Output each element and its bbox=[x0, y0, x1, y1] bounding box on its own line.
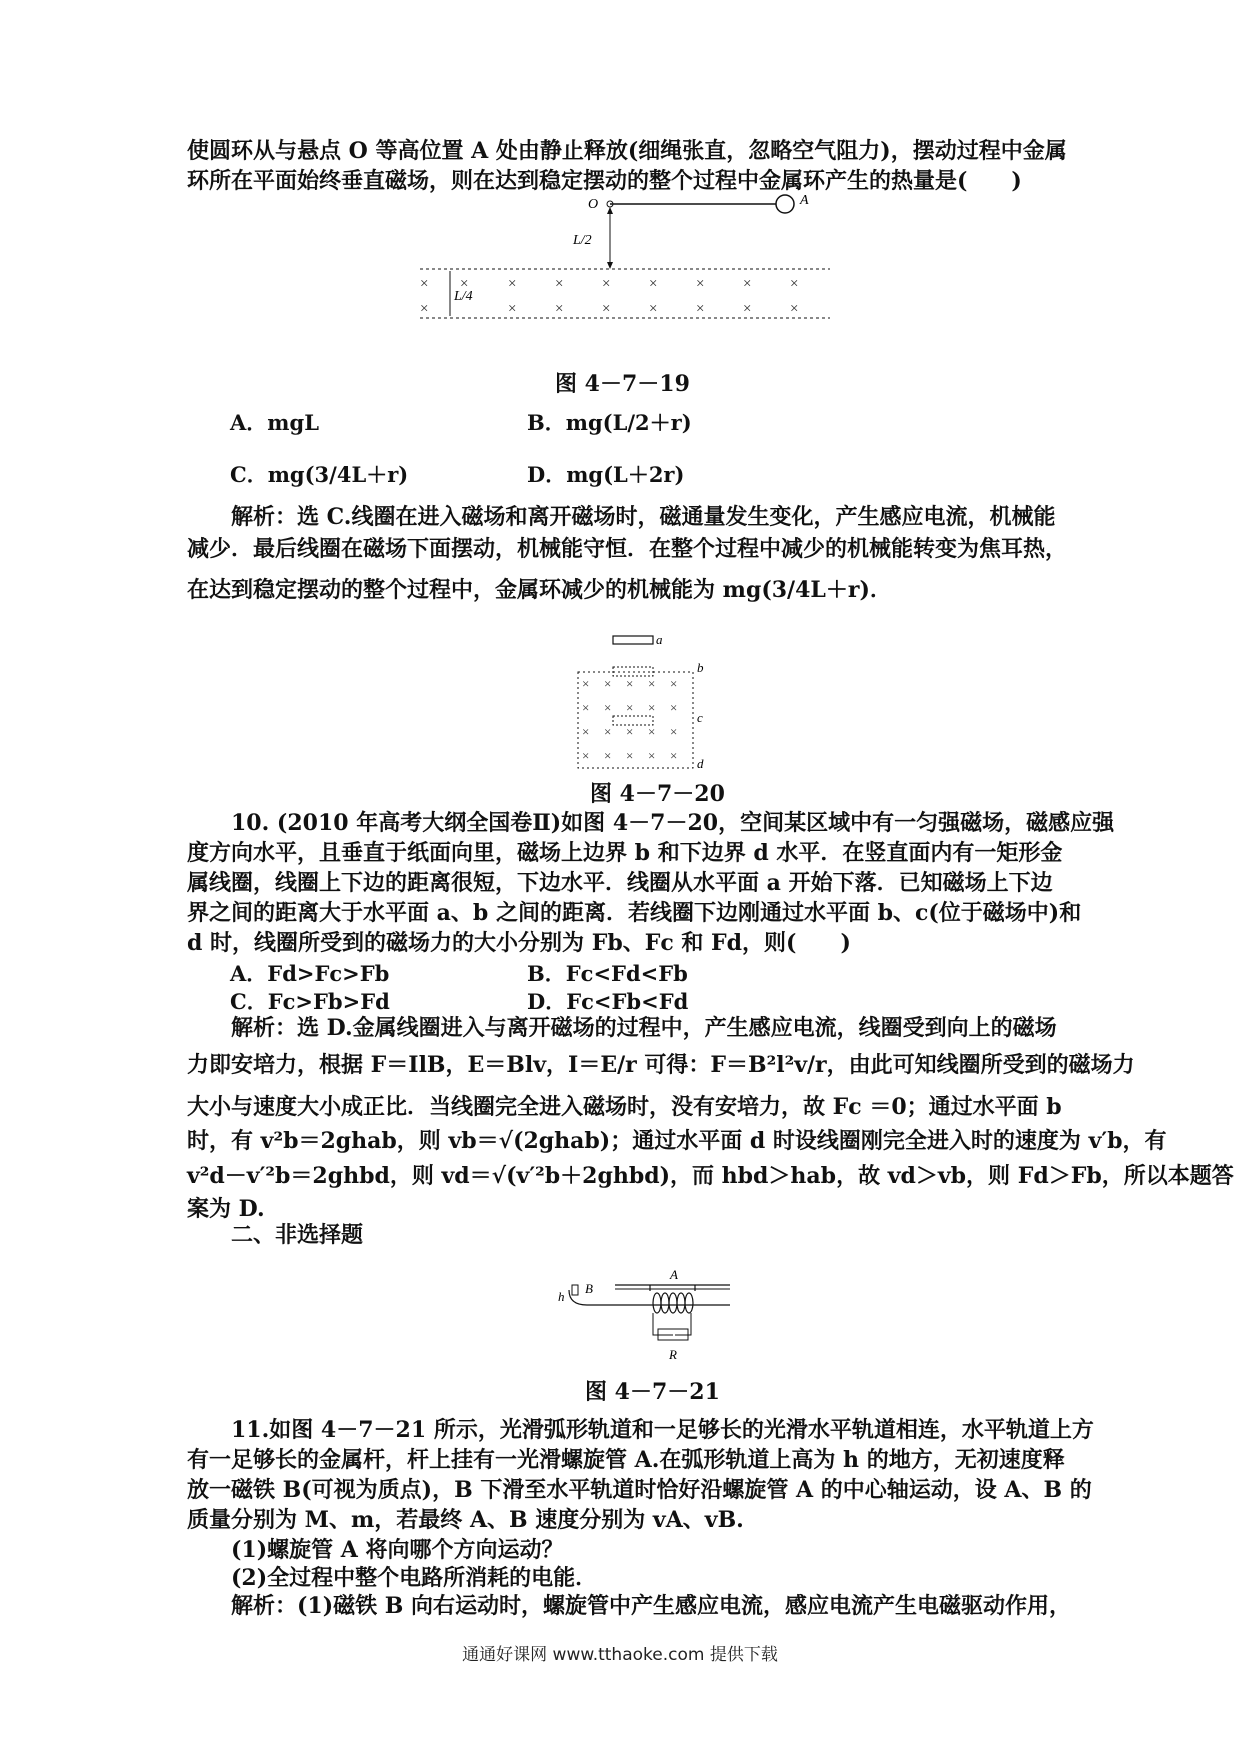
q10-solution-line-1: 解析：选 D.金属线圈进入与离开磁场的过程中，产生感应电流，线圈受到向上的磁场 bbox=[231, 1015, 1057, 1041]
section-2-title: 二、非选择题 bbox=[231, 1222, 364, 1248]
svg-text:×: × bbox=[604, 748, 612, 763]
svg-text:×: × bbox=[555, 301, 564, 317]
fig21-caption: 图 4－7－21 bbox=[585, 1379, 720, 1405]
q11-line-1: 11.如图 4－7－21 所示，光滑弧形轨道和一足够长的光滑水平轨道相连，水平轨道上方 bbox=[231, 1417, 1094, 1443]
q10-solution-line-3: 大小与速度大小成正比．当线圈完全进入磁场时，没有安培力，故 Fc ＝0；通过水平面 b bbox=[187, 1094, 1062, 1120]
svg-text:×: × bbox=[508, 301, 517, 317]
q9-solution-line-1: 解析：选 C.线圈在进入磁场和离开磁场时，磁通量发生变化，产生感应电流，机械能 bbox=[231, 504, 1056, 530]
svg-text:×: × bbox=[582, 700, 590, 715]
figure-4-7-20 bbox=[570, 630, 710, 770]
svg-text:×: × bbox=[648, 700, 656, 715]
svg-text:×: × bbox=[670, 700, 678, 715]
q11-line-4: 质量分别为 M、m，若最终 A、B 速度分别为 vA、vB. bbox=[187, 1507, 744, 1533]
q11-sub-1: (1)螺旋管 A 将向哪个方向运动？ bbox=[231, 1537, 564, 1563]
q9-solution-line-2: 减少．最后线圈在磁场下面摆动，机械能守恒．在整个过程中减少的机械能转变为焦耳热， bbox=[187, 536, 1068, 562]
q9-option-c: C．mg(3/4L＋r) bbox=[230, 462, 409, 487]
q9-text-line-2: 环所在平面始终垂直磁场，则在达到稳定摆动的整个过程中金属环产生的热量是( ) bbox=[187, 168, 1022, 194]
field-marks bbox=[582, 676, 677, 763]
svg-text:×: × bbox=[696, 276, 705, 292]
svg-text:×: × bbox=[602, 301, 611, 317]
svg-text:×: × bbox=[648, 748, 656, 763]
ring-a bbox=[776, 195, 794, 213]
label-a: A bbox=[800, 193, 809, 208]
svg-text:×: × bbox=[670, 676, 678, 691]
fig19-caption: 图 4－7－19 bbox=[555, 371, 690, 397]
svg-text:×: × bbox=[743, 301, 752, 317]
label-d: d bbox=[697, 756, 704, 771]
field-marks bbox=[420, 276, 798, 317]
q10-solution-line-2: 力即安培力，根据 F＝IlB，E＝Blv，I＝E/r 可得：F＝B²l²v/r，由此可知线圈所受到的磁场力 bbox=[187, 1052, 1135, 1078]
q10-line-5: d 时，线圈所受到的磁场力的大小分别为 Fb、Fc 和 Fd，则( ) bbox=[187, 930, 851, 956]
q9-text-line-1: 使圆环从与悬点 O 等高位置 A 处由静止释放(细绳张直，忽略空气阻力)，摆动过程中金属 bbox=[187, 138, 1067, 164]
figure-4-7-19 bbox=[420, 193, 840, 356]
svg-text:×: × bbox=[626, 724, 634, 739]
label-b: B bbox=[585, 1281, 593, 1296]
label-c: c bbox=[697, 710, 703, 725]
svg-text:×: × bbox=[790, 301, 799, 317]
svg-text:×: × bbox=[582, 724, 590, 739]
svg-text:×: × bbox=[790, 276, 799, 292]
svg-text:×: × bbox=[555, 276, 564, 292]
q11-solution: 解析：(1)磁铁 B 向右运动时，螺旋管中产生感应电流，感应电流产生电磁驱动作用， bbox=[231, 1593, 1072, 1619]
q10-line-2: 度方向水平，且垂直于纸面向里，磁场上边界 b 和下边界 d 水平．在竖直面内有一矩形金 bbox=[187, 840, 1063, 866]
fig20-caption: 图 4－7－20 bbox=[590, 781, 725, 807]
svg-text:×: × bbox=[508, 276, 517, 292]
q9-option-b: B．mg(L/2＋r) bbox=[527, 410, 692, 435]
svg-text:×: × bbox=[626, 748, 634, 763]
curved-track bbox=[569, 1290, 730, 1305]
q10-option-c: C．Fc>Fb>Fd bbox=[230, 989, 390, 1014]
q10-option-a: A．Fd>Fc>Fb bbox=[230, 961, 390, 986]
q10-solution-line-6: 案为 D. bbox=[187, 1196, 265, 1222]
svg-text:×: × bbox=[626, 676, 634, 691]
svg-text:×: × bbox=[649, 301, 658, 317]
svg-text:×: × bbox=[743, 276, 752, 292]
q10-line-1: 10. (2010 年高考大纲全国卷Ⅱ)如图 4－7－20，空间某区域中有一匀强磁场，磁感应强 bbox=[231, 810, 1115, 836]
q9-option-a: A．mgL bbox=[230, 410, 319, 435]
svg-text:×: × bbox=[648, 724, 656, 739]
q10-solution-line-4: 时，有 v²b＝2ghab，则 vb＝√(2ghab)；通过水平面 d 时设线圈刚完全进入时的速度为 v′b，有 bbox=[187, 1128, 1167, 1154]
svg-text:×: × bbox=[696, 301, 705, 317]
figure-4-7-21 bbox=[555, 1265, 745, 1365]
label-b: b bbox=[697, 660, 704, 675]
svg-text:×: × bbox=[582, 748, 590, 763]
svg-text:×: × bbox=[460, 276, 469, 292]
svg-text:×: × bbox=[604, 676, 612, 691]
coil-at-a bbox=[613, 636, 653, 644]
svg-text:×: × bbox=[626, 700, 634, 715]
label-a: a bbox=[656, 632, 663, 647]
q10-option-d: D．Fc<Fb<Fd bbox=[527, 989, 689, 1014]
q10-line-4: 界之间的距离大于水平面 a、b 之间的距离．若线圈下边刚通过水平面 b、c(位于磁场中)和 bbox=[187, 900, 1082, 926]
svg-text:×: × bbox=[670, 724, 678, 739]
label-a: A bbox=[670, 1267, 678, 1282]
svg-text:×: × bbox=[602, 276, 611, 292]
q11-line-2: 有一足够长的金属杆，杆上挂有一光滑螺旋管 A.在弧形轨道上高为 h 的地方，无初速度释 bbox=[187, 1447, 1065, 1473]
svg-text:×: × bbox=[670, 748, 678, 763]
label-l4: L/4 bbox=[454, 289, 473, 304]
q11-line-3: 放一磁铁 B(可视为质点)，B 下滑至水平轨道时恰好沿螺旋管 A 的中心轴运动，设 A、B 的 bbox=[187, 1477, 1092, 1503]
svg-text:×: × bbox=[604, 700, 612, 715]
label-l2: L/2 bbox=[573, 233, 592, 248]
label-o: O bbox=[588, 197, 599, 212]
svg-text:×: × bbox=[649, 276, 658, 292]
q10-solution-line-5: v²d－v′²b＝2ghbd，则 vd＝√(v′²b＋2ghbd)，而 hbd＞hab，故 vd＞vb，则 Fd＞Fb，所以本题答 bbox=[187, 1163, 1234, 1189]
label-r: R bbox=[669, 1347, 677, 1362]
svg-text:×: × bbox=[420, 276, 429, 292]
q10-option-b: B．Fc<Fd<Fb bbox=[527, 961, 688, 986]
q9-option-d: D．mg(L＋2r) bbox=[527, 462, 685, 487]
footer-text: 通通好课网 www.tthaoke.com 提供下载 bbox=[462, 1645, 778, 1665]
svg-text:×: × bbox=[604, 724, 612, 739]
q9-solution-line-3: 在达到稳定摆动的整个过程中，金属环减少的机械能为 mg(3/4L＋r)． bbox=[187, 577, 892, 603]
svg-text:×: × bbox=[420, 301, 429, 317]
label-h: h bbox=[558, 1289, 565, 1304]
q10-line-3: 属线圈，线圈上下边的距离很短，下边水平．线圈从水平面 a 开始下落．已知磁场上下边 bbox=[187, 870, 1053, 896]
svg-text:×: × bbox=[582, 676, 590, 691]
svg-text:×: × bbox=[648, 676, 656, 691]
circuit-wire bbox=[653, 1313, 691, 1335]
q11-sub-2: (2)全过程中整个电路所消耗的电能． bbox=[231, 1565, 598, 1591]
magnet-b bbox=[572, 1285, 578, 1295]
